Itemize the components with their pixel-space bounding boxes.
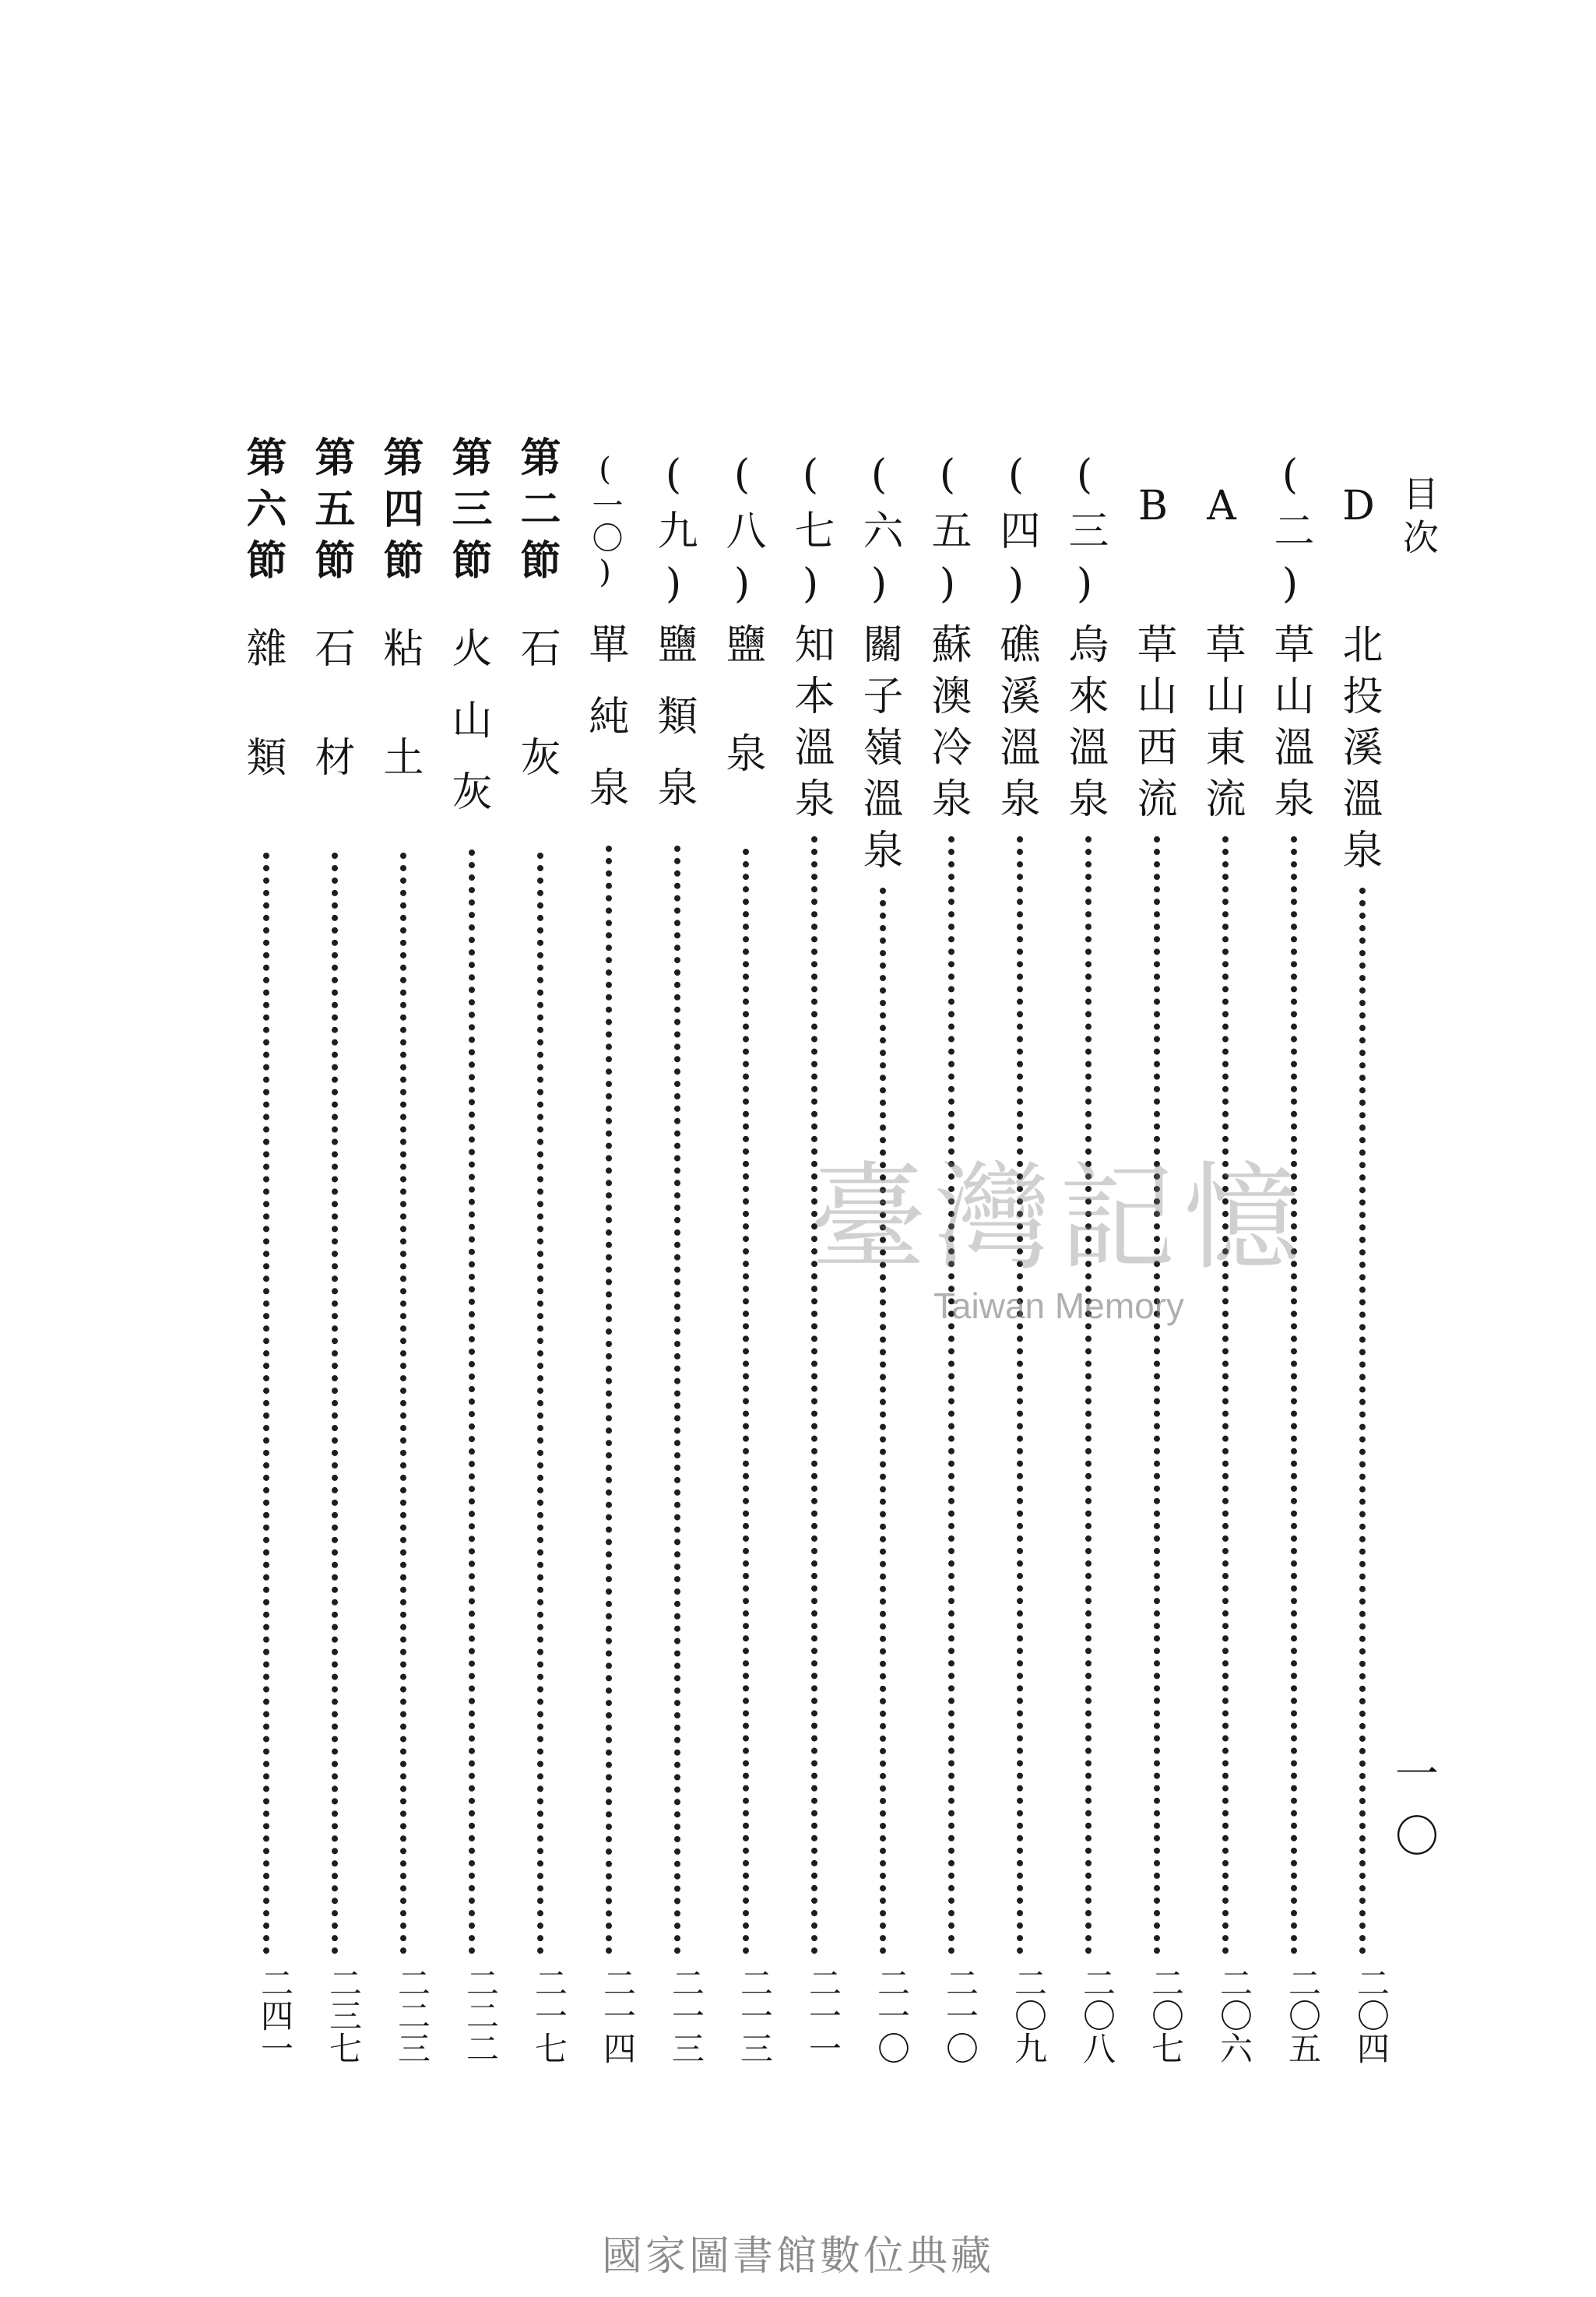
toc-entry-page: 二一〇 [941,1966,979,2064]
toc-entry-title: 草山西流 [1130,623,1176,828]
toc-leader-dots [1222,836,1229,1954]
toc-leader-dots [743,849,749,1954]
toc-leader-dots [1085,836,1092,1954]
toc-entry-page: 二二二 [462,1966,500,2064]
toc-entry-label: B [1130,483,1176,540]
toc-entry-title: 鹽類泉 [650,623,697,838]
toc-entry-title: 北投溪溫泉 [1335,623,1382,880]
toc-entry-title: 知本溫泉 [787,623,834,828]
toc-leader-dots [948,836,954,1954]
toc-entry-page: 二一四 [599,1966,637,2064]
toc-entry [650,436,705,2118]
toc-entry-label: 第三節 [445,436,492,590]
toc-entry-page: 二〇五 [1284,1966,1322,2064]
toc-entry-page: 二〇八 [1078,1966,1116,2064]
toc-entry-title: 草山溫泉 [1267,623,1313,828]
toc-leader-dots [332,853,338,1954]
toc-entry-label: (一〇) [587,452,623,592]
toc-entry-title: 蘇澳冷泉 [924,623,971,828]
toc-entry [582,436,636,2118]
toc-entry-page: 二一七 [530,1966,568,2064]
toc-leader-dots [400,853,406,1954]
toc-leader-dots [537,853,543,1954]
toc-leader-dots [606,846,612,1954]
toc-entry-label: (四) [993,452,1039,618]
toc-leader-dots [1359,888,1366,1954]
watermark-cjk: 臺灣記憶 [809,1151,1308,1286]
toc-entry-title: 草山東流 [1198,623,1245,828]
toc-entry-title: 烏來溫泉 [1061,623,1108,828]
toc-entry-page: 二二三 [393,1966,431,2064]
toc-entry-page: 二四一 [256,1966,294,2064]
toc-leader-dots [1154,836,1160,1954]
toc-entry-title: 鹽泉 [719,623,765,841]
toc-entry [376,436,431,2118]
toc-entry-label: D [1335,483,1382,540]
toc-leader-dots [811,836,817,1954]
toc-entry-page: 二一三 [736,1966,774,2064]
toc-leader-dots [880,888,886,1954]
toc-entry-label: (六) [856,452,902,618]
toc-entry-label: (五) [924,452,971,618]
running-head: 目次 [1397,475,1440,562]
toc-entry-label: (八) [719,452,765,618]
toc-entry-page: 二一一 [804,1966,842,2064]
toc-entry-label: 第二節 [513,436,561,590]
toc-entry-title: 火山灰 [445,627,491,842]
toc-entry [445,436,499,2118]
toc-leader-dots [1017,836,1023,1954]
toc-entry [513,436,568,2118]
footer-text: 國家圖書館數位典藏 [601,2233,994,2280]
toc-entry-label: (七) [787,452,834,618]
toc-entry [1335,436,1390,2118]
toc-entry [719,436,773,2118]
toc-leader-dots [469,850,475,1954]
toc-leader-dots [263,853,269,1954]
toc-entry-label: A [1198,483,1245,540]
toc-entry-title: 單純泉 [582,623,628,838]
toc-entry-label: 第五節 [308,436,355,590]
toc-entry-label: (九) [650,452,697,618]
toc-entry-title: 關子嶺溫泉 [856,623,902,880]
toc-entry-title: 礁溪溫泉 [993,623,1039,828]
toc-entry-page: 二〇七 [1147,1966,1185,2064]
watermark [786,1152,1331,1327]
folio-page-number: 一〇 [1395,1750,1439,1863]
toc-entry-title: 粘土 [376,627,423,845]
watermark-en: Taiwan Memory [933,1286,1185,1326]
toc-entry-page: 二一三 [667,1966,705,2064]
toc-entry-page: 二一〇 [873,1966,911,2064]
toc-entry-label: 第四節 [376,436,424,590]
toc-entry-label: 第六節 [239,436,287,590]
toc-entry-label: (二) [1267,452,1313,618]
toc-entry-page: 二〇四 [1352,1966,1390,2064]
toc-leader-dots [674,846,680,1954]
toc-entry-page: 二〇六 [1215,1966,1253,2064]
toc-entry-label: (三) [1061,452,1108,618]
toc-entry-title: 石材 [308,627,354,845]
toc-entry-page: 二三七 [325,1966,363,2064]
toc-entry [239,436,294,2118]
toc-leader-dots [1291,836,1297,1954]
toc-entry [308,436,362,2118]
toc-entry-title: 石灰 [513,627,560,845]
toc-entry-page: 二〇九 [1010,1966,1048,2064]
toc-entry-title: 雜類 [239,627,286,845]
